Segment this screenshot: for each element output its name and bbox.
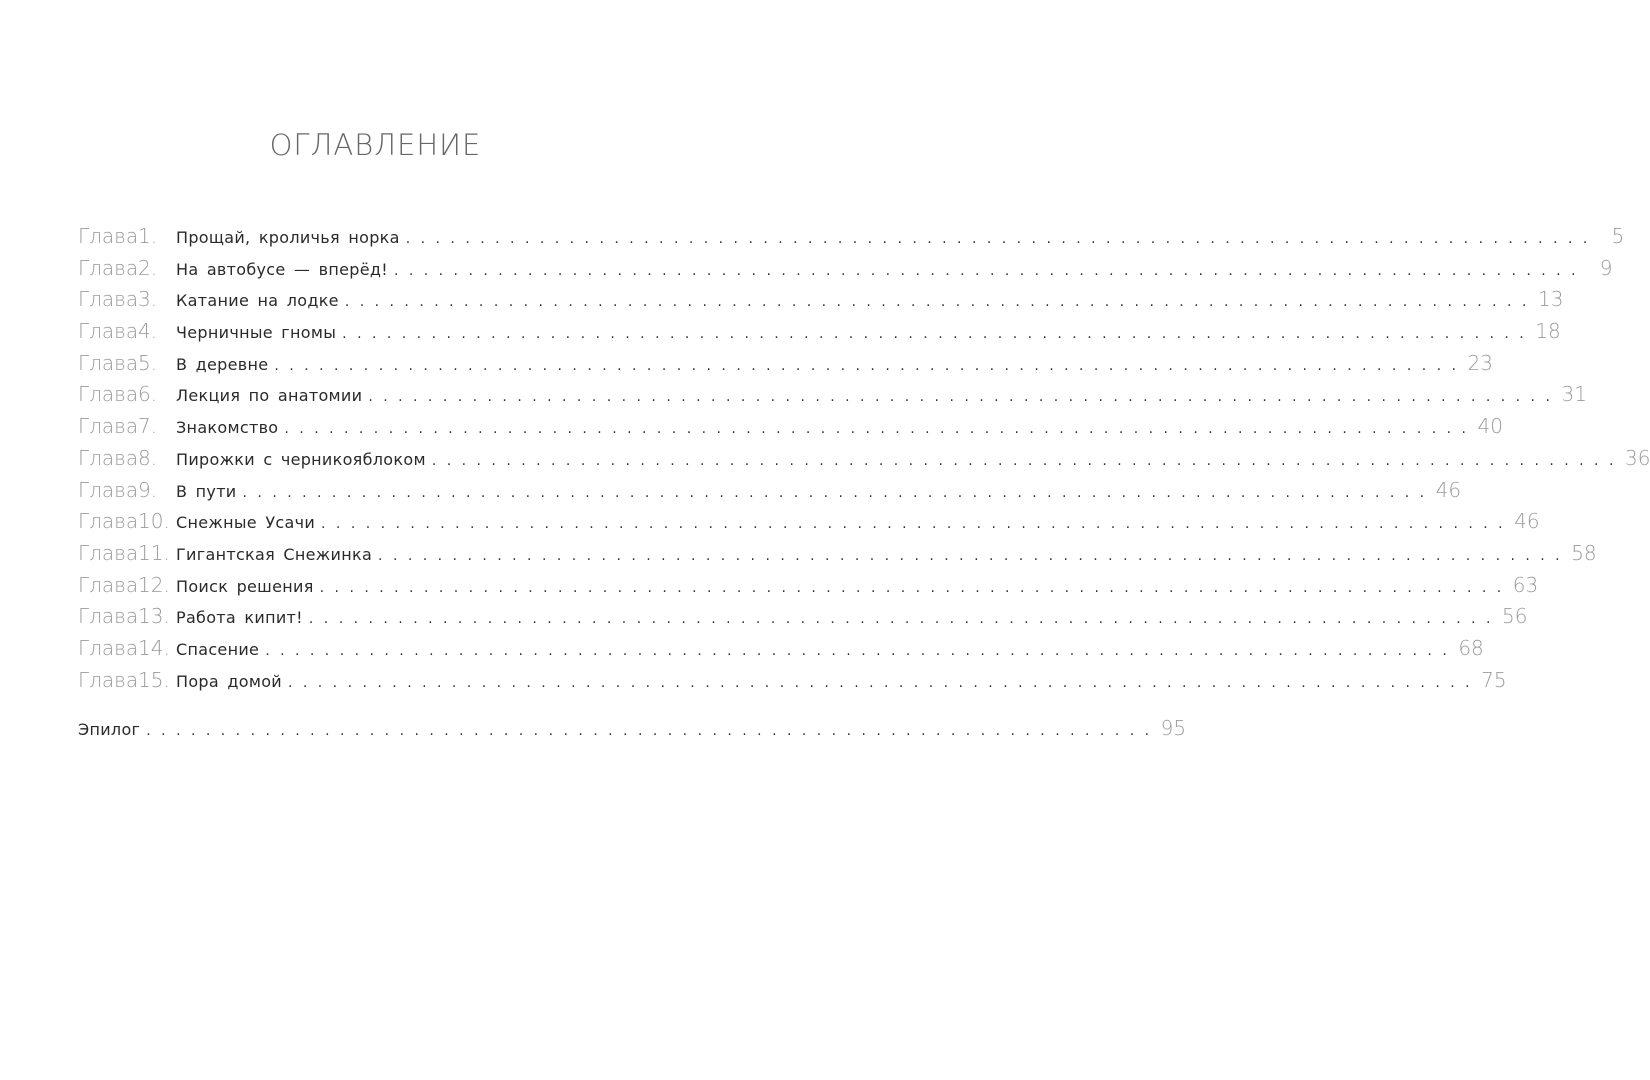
table-of-contents bbox=[78, 221, 1650, 696]
chapter-title: Работа кипит! bbox=[176, 608, 303, 628]
page-number: 63 bbox=[1512, 572, 1539, 597]
chapter-number: 12. bbox=[138, 572, 170, 597]
dot-leader: . . . . . . . . . . . . . . . . . . . . . . . . . . . . . . . . . . . . . . . . . . . . . . . . . . . . . . . . . . . . . . . . . . . . . . . . . . . . . . . . bbox=[378, 547, 1563, 564]
page-number: 23 bbox=[1467, 350, 1493, 375]
toc-entry[interactable] bbox=[78, 665, 1507, 697]
dot-leader: . . . . . . . . . . . . . . . . . . . . . . . . . . . . . . . . . . . . . . . . . . . . . . . . . . . . . . . . . . . . . . . . . . . . . . . . . . . . . . . . bbox=[344, 294, 1530, 311]
toc-entry[interactable] bbox=[78, 221, 1625, 253]
chapter-label: Глава bbox=[78, 445, 139, 470]
epilogue-title: Эпилог bbox=[78, 720, 141, 739]
chapter-number: 3. bbox=[138, 287, 158, 312]
toc-entry[interactable] bbox=[78, 316, 1561, 348]
dot-leader: . . . . . . . . . . . . . . . . . . . . . . . . . . . . . . . . . . . . . . . . . . . . . . . . . . . . . . . . . . . . . . . . . . . . bbox=[146, 723, 1153, 739]
dot-leader: . . . . . . . . . . . . . . . . . . . . . . . . . . . . . . . . . . . . . . . . . . . . . . . . . . . . . . . . . . . . . . . . . . . . . . . . . . . . . . . . bbox=[284, 421, 1469, 438]
chapter-title: Гигантская Снежинка bbox=[176, 544, 373, 564]
chapter-title: Пора домой bbox=[176, 671, 282, 691]
toc-entry[interactable] bbox=[78, 538, 1597, 570]
chapter-number: 9. bbox=[138, 477, 158, 502]
page-number: 36 bbox=[1624, 445, 1650, 470]
page-number: 95 bbox=[1160, 716, 1187, 740]
toc-entry[interactable] bbox=[78, 633, 1484, 665]
toc-entry[interactable] bbox=[78, 601, 1528, 633]
dot-leader: . . . . . . . . . . . . . . . . . . . . . . . . . . . . . . . . . . . . . . . . . . . . . . . . . . . . . . . . . . . . . . . . . . . . . . . . . . . . . . . . bbox=[393, 262, 1579, 279]
dot-leader: . . . . . . . . . . . . . . . . . . . . . . . . . . . . . . . . . . . . . . . . . . . . . . . . . . . . . . . . . . . . . . . . . . . . . . . . . . . . . . . . bbox=[265, 642, 1450, 659]
chapter-label: Глава bbox=[78, 382, 139, 407]
chapter-label: Глава bbox=[78, 540, 139, 565]
chapter-label: Глава bbox=[78, 667, 139, 692]
dot-leader: . . . . . . . . . . . . . . . . . . . . . . . . . . . . . . . . . . . . . . . . . . . . . . . . . . . . . . . . . . . . . . . . . . . . . . . . . . . . . . . . bbox=[319, 579, 1505, 596]
chapter-number: 8. bbox=[138, 445, 158, 470]
chapter-label: Глава bbox=[78, 255, 139, 280]
chapter-number: 10. bbox=[138, 509, 170, 534]
chapter-title: Пирожки с черникояблоком bbox=[176, 449, 426, 469]
chapter-label: Глава bbox=[78, 319, 139, 344]
page-number: 58 bbox=[1571, 540, 1597, 565]
chapter-title: В пути bbox=[176, 481, 237, 501]
dot-leader: . . . . . . . . . . . . . . . . . . . . . . . . . . . . . . . . . . . . . . . . . . . . . . . . . . . . . . . . . . . . . . . . . . . . . . . . . . . . . . . . bbox=[287, 674, 1473, 691]
page-title: ОГЛАВЛЕНИЕ bbox=[269, 128, 482, 162]
chapter-title: Лекция по анатомии bbox=[176, 386, 363, 406]
page-number: 40 bbox=[1477, 414, 1503, 439]
chapter-number: 2. bbox=[138, 255, 158, 280]
toc-entry[interactable] bbox=[78, 253, 1613, 285]
page-number: 75 bbox=[1481, 667, 1507, 692]
dot-leader: . . . . . . . . . . . . . . . . . . . . . . . . . . . . . . . . . . . . . . . . . . . . . . . . . . . . . . . . . . . . . . . . . . . . . . . . . . . . . . . . bbox=[405, 231, 1591, 247]
page-number: 18 bbox=[1535, 319, 1561, 344]
dot-leader: . . . . . . . . . . . . . . . . . . . . . . . . . . . . . . . . . . . . . . . . . . . . . . . . . . . . . . . . . . . . . . . . . . . . . . . . . . . . . . . . bbox=[342, 326, 1527, 343]
chapter-label: Глава bbox=[78, 477, 139, 502]
chapter-title: В деревне bbox=[176, 354, 269, 374]
page-number: 5 bbox=[1611, 224, 1625, 248]
toc-entry[interactable] bbox=[78, 443, 1650, 475]
chapter-number: 6. bbox=[138, 382, 158, 407]
chapter-title: Спасение bbox=[176, 639, 260, 659]
dot-leader: . . . . . . . . . . . . . . . . . . . . . . . . . . . . . . . . . . . . . . . . . . . . . . . . . . . . . . . . . . . . . . . . . . . . . . . . . . . . . . . . bbox=[431, 452, 1617, 469]
chapter-label: Глава bbox=[78, 635, 139, 660]
chapter-label: Глава bbox=[78, 350, 139, 375]
chapter-number: 14. bbox=[138, 635, 170, 660]
chapter-number: 4. bbox=[138, 319, 158, 344]
toc-entry[interactable] bbox=[78, 379, 1587, 411]
chapter-number: 13. bbox=[138, 604, 170, 629]
page-number: 46 bbox=[1514, 509, 1540, 534]
chapter-title: Снежные Усачи bbox=[176, 513, 316, 533]
toc-entry[interactable] bbox=[78, 284, 1564, 316]
chapter-number: 5. bbox=[138, 350, 158, 375]
dot-leader: . . . . . . . . . . . . . . . . . . . . . . . . . . . . . . . . . . . . . . . . . . . . . . . . . . . . . . . . . . . . . . . . . . . . . . . . . . . . . . . . bbox=[274, 357, 1459, 374]
chapter-title: Прощай, кроличья норка bbox=[176, 228, 400, 247]
chapter-title: Знакомство bbox=[176, 418, 279, 438]
chapter-number: 15. bbox=[138, 667, 170, 692]
chapter-number: 11. bbox=[138, 540, 170, 565]
chapter-label: Глава bbox=[78, 509, 139, 534]
chapter-number: 1. bbox=[138, 224, 158, 248]
chapter-label: Глава bbox=[78, 414, 139, 439]
chapter-label: Глава bbox=[78, 572, 139, 597]
dot-leader: . . . . . . . . . . . . . . . . . . . . . . . . . . . . . . . . . . . . . . . . . . . . . . . . . . . . . . . . . . . . . . . . . . . . . . . . . . . . . . . . bbox=[242, 484, 1428, 501]
page-number: 13 bbox=[1537, 287, 1564, 312]
dot-leader: . . . . . . . . . . . . . . . . . . . . . . . . . . . . . . . . . . . . . . . . . . . . . . . . . . . . . . . . . . . . . . . . . . . . . . . . . . . . . . . . bbox=[368, 389, 1553, 406]
page-number: 46 bbox=[1435, 477, 1462, 502]
dot-leader: . . . . . . . . . . . . . . . . . . . . . . . . . . . . . . . . . . . . . . . . . . . . . . . . . . . . . . . . . . . . . . . . . . . . . . . . . . . . . . . . bbox=[308, 611, 1494, 628]
chapter-label: Глава bbox=[78, 287, 139, 312]
chapter-title: На автобусе — вперёд! bbox=[176, 259, 388, 279]
toc-entry[interactable] bbox=[78, 506, 1540, 538]
toc-entry[interactable] bbox=[78, 570, 1539, 602]
page-number: 56 bbox=[1502, 604, 1528, 629]
chapter-title: Поиск решения bbox=[176, 576, 314, 596]
page-number: 68 bbox=[1458, 635, 1484, 660]
chapter-label: Глава bbox=[78, 604, 139, 629]
toc-entry[interactable] bbox=[78, 348, 1493, 380]
chapter-label: Глава bbox=[78, 224, 139, 248]
page-number: 9 bbox=[1599, 255, 1613, 280]
chapter-number: 7. bbox=[138, 414, 158, 439]
dot-leader: . . . . . . . . . . . . . . . . . . . . . . . . . . . . . . . . . . . . . . . . . . . . . . . . . . . . . . . . . . . . . . . . . . . . . . . . . . . . . . . . bbox=[321, 516, 1506, 533]
chapter-title: Катание на лодке bbox=[176, 291, 339, 311]
chapter-title: Черничные гномы bbox=[176, 323, 337, 343]
toc-entry[interactable] bbox=[78, 475, 1462, 507]
toc-entry-epilogue[interactable] bbox=[78, 712, 1187, 744]
toc-entry[interactable] bbox=[78, 411, 1503, 443]
page-number: 31 bbox=[1561, 382, 1587, 407]
